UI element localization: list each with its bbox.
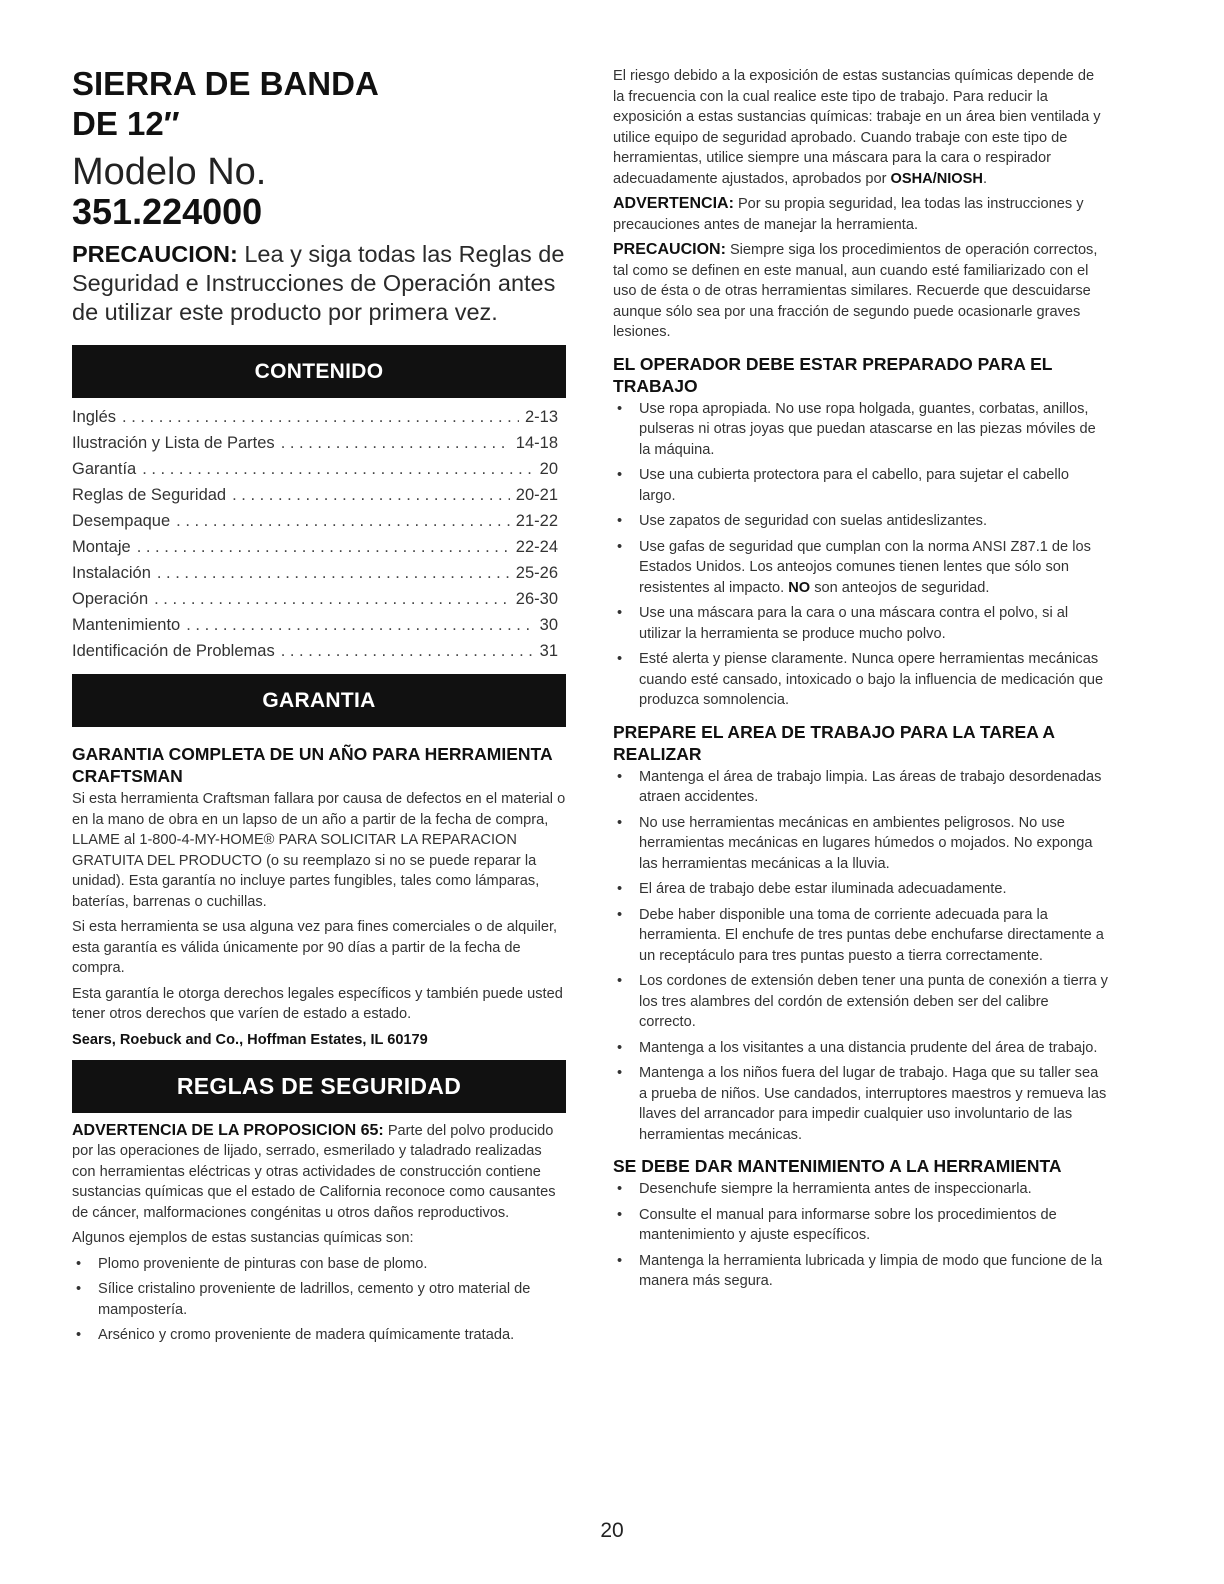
toc-entry-name: Instalación bbox=[72, 564, 151, 582]
bullet-icon: • bbox=[617, 400, 623, 417]
list-item-text: Debe haber disponible una toma de corriente adecuada para la herramienta. El enchufe de tres puntas debe enchufarse directamente a un receptáculo para tres puntas puesto a tierra correctamente. bbox=[639, 906, 1104, 964]
toc-entry-pages: 21-22 bbox=[515, 512, 558, 530]
bullet-icon: • bbox=[617, 814, 623, 831]
list-item bbox=[613, 971, 1109, 1033]
toc-entry-pages: 25-26 bbox=[515, 564, 558, 582]
bullet-icon: • bbox=[617, 651, 623, 667]
bullet-icon: • bbox=[76, 1255, 82, 1272]
toc-entry-pages: 14-18 bbox=[515, 434, 558, 452]
toc-leader-dots bbox=[137, 534, 510, 560]
toc-entry-pages: 26-30 bbox=[515, 590, 558, 608]
list-item bbox=[72, 1325, 566, 1346]
risk-text: El riesgo debido a la exposición de estas sustancias químicas depende de la frecuencia con la cual realice este tipo de trabajo. Para reducir la exposición a estas sustancias químicas: trabaje en un área bien ventilada y utilice equipo de seguridad aprobado. Cuando trabaje con este tipo de herramientas, utilice siempre una máscara para la cara o respirador adecuadamente ajustados, aprobados por bbox=[613, 68, 1101, 187]
bullet-icon: • bbox=[617, 768, 623, 785]
examples-list bbox=[72, 1254, 566, 1346]
list-item-text: El área de trabajo debe estar iluminada adecuadamente. bbox=[639, 881, 1007, 897]
list-item bbox=[613, 649, 1109, 711]
bullet-icon: • bbox=[617, 973, 623, 989]
toc-entry-name: Desempaque bbox=[72, 512, 171, 530]
caution-lead: PRECAUCION: bbox=[613, 241, 726, 258]
toc-leader-dots bbox=[176, 508, 510, 534]
list-item-text: Plomo proveniente de pinturas con base de plomo. bbox=[98, 1255, 428, 1272]
toc-leader-dots bbox=[186, 612, 533, 638]
bullet-icon: • bbox=[617, 1252, 623, 1269]
warning-paragraph bbox=[613, 194, 1109, 235]
model-number: 351.224000 bbox=[72, 191, 263, 232]
bullet-icon: • bbox=[76, 1281, 82, 1297]
toc-leader-dots bbox=[122, 404, 519, 430]
list-item-text: Use una cubierta protectora para el cabello, para sujetar el cabello largo. bbox=[639, 467, 1069, 504]
bullet-icon: • bbox=[76, 1327, 82, 1343]
list-item bbox=[613, 1251, 1109, 1292]
work-area-heading: PREPARE EL AREA DE TRABAJO PARA LA TAREA A REALIZAR bbox=[613, 721, 1055, 764]
document-title-line2: DE 12″ bbox=[72, 105, 180, 142]
list-item-text: No use herramientas mecánicas en ambientes peligrosos. No use herramientas mecánicas en lugares húmedos o mojados. No exponga las herramientas mecánicas a la lluvia. bbox=[639, 814, 1093, 872]
warning-text: Por su propia seguridad, lea todas las instrucciones y precauciones antes de manejar la herramienta. bbox=[613, 196, 1084, 233]
model-label: Modelo No. bbox=[72, 151, 267, 193]
bullet-icon: • bbox=[617, 1206, 623, 1223]
toc-entry-name: Garantía bbox=[72, 460, 137, 478]
warranty-paragraph: Si esta herramienta se usa alguna vez para fines comerciales o de alquiler, esta garantía es válida únicamente por 90 días a partir de la fecha de compra. bbox=[72, 919, 558, 976]
toc-entry-name: Reglas de Seguridad bbox=[72, 486, 227, 504]
warranty-heading-bar: GARANTIA bbox=[72, 674, 566, 727]
bullet-icon: • bbox=[617, 538, 623, 555]
toc-entry[interactable] bbox=[72, 586, 566, 612]
toc-entry[interactable] bbox=[72, 560, 566, 586]
caution-paragraph bbox=[613, 240, 1109, 343]
list-item-text: Use una máscara para la cara o una máscara contra el polvo, si al utilizar la herramienta se produce mucho polvo. bbox=[639, 605, 1069, 642]
list-item-bold: NO bbox=[788, 579, 811, 596]
safety-rules-heading-bar: REGLAS DE SEGURIDAD bbox=[72, 1060, 566, 1113]
list-item bbox=[613, 813, 1109, 875]
list-item bbox=[613, 537, 1109, 599]
list-item bbox=[613, 767, 1109, 808]
toc-entry[interactable] bbox=[72, 612, 566, 638]
prop65-lead: ADVERTENCIA DE LA PROPOSICION 65: bbox=[72, 1121, 384, 1139]
toc-entry[interactable] bbox=[72, 456, 566, 482]
bullet-icon: • bbox=[617, 467, 623, 483]
bullet-icon: • bbox=[617, 605, 623, 621]
bullet-icon: • bbox=[617, 1065, 623, 1081]
risk-end: . bbox=[982, 170, 987, 187]
toc-entry-name: Mantenimiento bbox=[72, 616, 181, 634]
toc-leader-dots bbox=[157, 560, 510, 586]
list-item-text: Use zapatos de seguridad con suelas antideslizantes. bbox=[639, 513, 988, 529]
list-item-text: Mantenga el área de trabajo limpia. Las áreas de trabajo desordenadas atraen accidentes. bbox=[639, 768, 1102, 805]
list-item bbox=[613, 879, 1109, 900]
toc-entry-pages: 20-21 bbox=[515, 486, 558, 504]
list-item bbox=[613, 905, 1109, 967]
toc-entry-name: Identificación de Problemas bbox=[72, 642, 275, 660]
list-item bbox=[613, 465, 1109, 506]
toc-entry[interactable] bbox=[72, 508, 566, 534]
toc-entry-pages: 30 bbox=[539, 616, 558, 634]
list-item bbox=[613, 1063, 1109, 1145]
precaution-lead: PRECAUCION: bbox=[72, 241, 238, 267]
maintenance-list bbox=[613, 1179, 1109, 1292]
examples-intro: Algunos ejemplos de estas sustancias químicas son: bbox=[72, 1230, 414, 1246]
list-item-text: Mantenga a los visitantes a una distancia prudente del área de trabajo. bbox=[639, 1039, 1098, 1056]
list-item-text: Use gafas de seguridad que cumplan con la norma ANSI Z87.1 de los Estados Unidos. Los anteojos comunes tienen lentes que sólo son resistentes al impacto. bbox=[639, 538, 1091, 596]
toc-entry[interactable] bbox=[72, 430, 566, 456]
list-item bbox=[613, 1205, 1109, 1246]
table-of-contents bbox=[72, 404, 566, 664]
list-item-text: Esté alerta y piense claramente. Nunca opere herramientas mecánicas cuando esté cansado, intoxicado o bajo la influencia de medicación que produzca somnolencia. bbox=[639, 651, 1104, 708]
toc-entry-pages: 20 bbox=[539, 460, 558, 478]
list-item-text: Consulte el manual para informarse sobre los procedimientos de mantenimiento y ajuste específicos. bbox=[639, 1206, 1057, 1243]
list-item-text: Mantenga la herramienta lubricada y limpia de modo que funcione de la manera más segura. bbox=[639, 1252, 1103, 1289]
toc-entry-name: Montaje bbox=[72, 538, 131, 556]
maintenance-heading: SE DEBE DAR MANTENIMIENTO A LA HERRAMIENTA bbox=[613, 1156, 1062, 1176]
toc-leader-dots bbox=[142, 456, 533, 482]
toc-leader-dots bbox=[281, 430, 510, 456]
toc-entry[interactable] bbox=[72, 638, 566, 664]
warranty-address: Sears, Roebuck and Co., Hoffman Estates, IL 60179 bbox=[72, 1031, 428, 1048]
bullet-icon: • bbox=[617, 1181, 623, 1197]
bullet-icon: • bbox=[617, 906, 623, 923]
warranty-paragraph: Si esta herramienta Craftsman fallara por causa de defectos en el material o en la mano de obra en un lapso de un año a partir de la fecha de compra, LLAME al 1-800-4-MY-HOME® PARA SOLICITAR LA REPARACION GRATUITA DEL PRODUCTO (o su reemplazo si no se puede reparar la unidad). Esta garantía no incluye partes fungibles, tales como lámparas, baterías, barrenas o cuchillas. bbox=[72, 791, 566, 910]
list-item-text: Sílice cristalino proveniente de ladrillos, cemento y otro material de mampostería. bbox=[98, 1281, 531, 1318]
precaution-text: Lea y siga todas las Reglas de Seguridad e Instrucciones de Operación antes de utilizar este producto por primera vez. bbox=[72, 241, 565, 325]
toc-entry-name: Ilustración y Lista de Partes bbox=[72, 434, 275, 452]
warning-lead: ADVERTENCIA: bbox=[613, 195, 734, 212]
list-item-text: Use ropa apropiada. No use ropa holgada, guantes, corbatas, anillos, pulseras ni otras joyas que puedan atascarse en las piezas móviles de la máquina. bbox=[639, 400, 1096, 458]
operator-heading: EL OPERADOR DEBE ESTAR PREPARADO PARA EL TRABAJO bbox=[613, 353, 1053, 396]
prop65-text: Parte del polvo producido por las operaciones de lijado, serrado, esmerilado y taladrado realizadas con herramientas eléctricas y otras actividades de construcción contiene sustancias químicas que el estado de California reconoce como causantes de cáncer, malformaciones congénitas u otros daños reproductivos. bbox=[72, 1122, 556, 1221]
list-item-text: Mantenga a los niños fuera del lugar de trabajo. Haga que su taller sea a prueba de niños. Use candados, interruptores maestros y remueva las llaves del arrancador para impedir cualquier uso involuntario de las herramientas mecánicas. bbox=[639, 1065, 1107, 1143]
list-item bbox=[613, 511, 1109, 532]
toc-entry-name: Operación bbox=[72, 590, 149, 608]
bullet-icon: • bbox=[617, 513, 623, 529]
list-item bbox=[72, 1279, 566, 1320]
list-item bbox=[72, 1254, 566, 1275]
bullet-icon: • bbox=[617, 881, 623, 897]
toc-entry-pages: 31 bbox=[539, 642, 558, 660]
list-item-text: Los cordones de extensión deben tener una punta de conexión a tierra y los tres alambres del cordón de extensión deben ser del calibre correcto. bbox=[639, 973, 1108, 1030]
list-item bbox=[613, 1038, 1109, 1059]
document-title-line1: SIERRA DE BANDA bbox=[72, 65, 379, 102]
list-item bbox=[613, 603, 1109, 644]
contents-heading-bar: CONTENIDO bbox=[72, 345, 566, 398]
caution-text: Siempre siga los procedimientos de operación correctos, tal como se definen en este manual, aun cuando esté familiarizado con el uso de ésta o de otras herramientas similares. Recuerde que descuidarse aunque sólo sea por una fracción de segundo puede ocasionarle graves lesiones. bbox=[613, 242, 1098, 340]
toc-entry[interactable] bbox=[72, 482, 566, 508]
list-item bbox=[613, 1179, 1109, 1200]
toc-entry[interactable] bbox=[72, 534, 566, 560]
list-item bbox=[613, 399, 1109, 461]
page-number: 20 bbox=[600, 1519, 624, 1542]
right-column bbox=[613, 66, 1109, 1297]
toc-entry[interactable] bbox=[72, 404, 566, 430]
operator-list bbox=[613, 399, 1109, 711]
toc-entry-pages: 2-13 bbox=[524, 408, 558, 426]
list-item-text-after: son anteojos de seguridad. bbox=[814, 579, 990, 596]
risk-paragraph bbox=[613, 66, 1109, 189]
list-item-text: Desenchufe siempre la herramienta antes de inspeccionarla. bbox=[639, 1181, 1032, 1197]
list-item-text: Arsénico y cromo proveniente de madera químicamente tratada. bbox=[98, 1327, 515, 1343]
toc-leader-dots bbox=[232, 482, 510, 508]
work-area-list bbox=[613, 767, 1109, 1146]
bullet-icon: • bbox=[617, 1039, 623, 1056]
risk-bold: OSHA/NIOSH bbox=[890, 170, 983, 187]
toc-entry-name: Inglés bbox=[72, 408, 117, 426]
prop65-warning bbox=[72, 1121, 566, 1224]
left-column bbox=[72, 64, 566, 1351]
toc-leader-dots bbox=[154, 586, 510, 612]
toc-entry-pages: 22-24 bbox=[515, 538, 558, 556]
precaution-notice bbox=[72, 240, 566, 327]
warranty-heading: GARANTIA COMPLETA DE UN AÑO PARA HERRAMIENTA CRAFTSMAN bbox=[72, 744, 552, 786]
warranty-paragraph: Esta garantía le otorga derechos legales específicos y también puede usted tener otros derechos que varíen de estado a estado. bbox=[72, 985, 563, 1022]
toc-leader-dots bbox=[281, 638, 534, 664]
